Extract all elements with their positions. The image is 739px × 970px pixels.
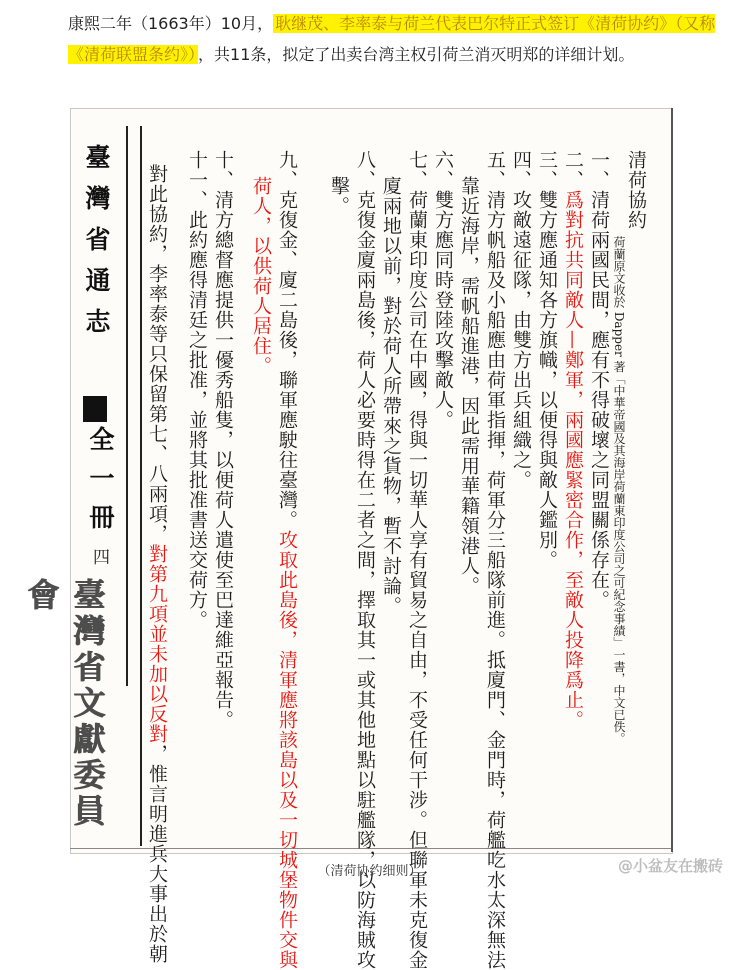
- watermark: @小盆友在搬砖: [617, 857, 723, 875]
- article-2-prefix: 二、: [562, 150, 584, 190]
- margin-black-block: [83, 396, 107, 422]
- article-11: [186, 150, 208, 630]
- closing-note: [146, 164, 168, 964]
- article-1: [588, 150, 610, 610]
- bleed-through-text: 臺灣省文獻委員會: [22, 578, 106, 830]
- article-8a: [354, 150, 376, 970]
- doc-title-note-text: 荷蘭原文收於 Dapper 著「中華帝國及其海岸荷蘭東印度公司之可紀念事績」一書，中文已佚。: [612, 236, 626, 745]
- article-10-text: 十、清方總督應提供一優秀船隻，以便荷人遣使至巴達維亞報告。: [212, 150, 234, 730]
- intro-part2: ，共11条，拟定了出卖台湾主权引荷兰消灭明郑的详细计划。: [198, 45, 635, 64]
- article-9b-red-text: 荷人，以供荷人居住。: [250, 176, 272, 376]
- article-9a-prefix: 九、克復金、廈二島後，聯軍應駛往臺灣。: [276, 150, 298, 530]
- doc-title: 清荷協約: [625, 150, 647, 230]
- book-title: 臺灣省通志: [82, 144, 111, 349]
- article-2: [562, 150, 584, 730]
- article-8b-text: 擊。: [328, 176, 350, 216]
- article-6-text: 六、雙方應同時登陸攻擊敵人。: [432, 150, 454, 430]
- article-3-text: 三、雙方應通知各方旗幟，以便得與敵人鑑別。: [536, 150, 558, 570]
- article-8a-text: 八、克復金廈兩島後，荷人必要時得在二者之間，擇取其一或其他地點以駐艦隊，以防海賊攻: [354, 150, 376, 970]
- book-volume: 全一冊: [86, 426, 115, 543]
- article-9a-red-text: 攻取此島後，清軍應將該島以及一切城堡物件交與: [276, 530, 298, 970]
- article-4-text: 四、攻敵遠征隊，由雙方出兵組織之。: [510, 150, 532, 490]
- page-number: 四: [89, 548, 109, 565]
- article-5a-text: 五、清方帆船及小船應由荷軍指揮，荷軍分三船隊前進。抵廈門、金門時，荷艦吃水太深無法: [484, 150, 506, 970]
- intro-part1: 康熙二年（1663年）10月，: [68, 14, 274, 33]
- doc-title-column: [625, 150, 647, 230]
- article-5a: [484, 150, 506, 970]
- article-7a: [406, 150, 428, 970]
- article-8b: [328, 176, 350, 216]
- article-9a: [276, 150, 298, 970]
- closing-note-prefix: 對此協約，李率泰等只保留第七、八兩項，: [146, 164, 168, 544]
- article-7b: [380, 176, 402, 616]
- article-5b-text: 靠近海岸，需帆船進港，因此需用華籍領港人。: [458, 176, 480, 596]
- article-3: [536, 150, 558, 570]
- article-4: [510, 150, 532, 490]
- doc-title-note: [612, 236, 626, 745]
- article-10: [212, 150, 234, 730]
- margin-rule-outer: [140, 126, 142, 846]
- margin-rule-inner: [126, 126, 128, 686]
- intro-paragraph: [68, 8, 718, 70]
- article-7a-text: 七、荷蘭東印度公司在中國，得與一切華人享有貿易之自由，不受任何干涉。但聯軍未克復金: [406, 150, 428, 970]
- intro-highlight: 耿继茂、李率泰与荷兰代表巴尔特正式签订《清荷协约》（又称《清荷联盟条约》）: [68, 14, 716, 64]
- article-11-text: 十一、此約應得清廷之批准，並將其批准書送交荷方。: [186, 150, 208, 630]
- article-2-red-text: 爲對抗共同敵人—鄭軍，兩國應緊密合作，至敵人投降爲止。: [562, 190, 584, 730]
- article-5b: [458, 176, 480, 596]
- article-7b-text: 廈兩地以前，對於荷人所帶來之貨物，暫不討論。: [380, 176, 402, 616]
- article-1-text: 一、清荷兩國民間，應有不得破壞之同盟關係存在。: [588, 150, 610, 610]
- article-6: [432, 150, 454, 430]
- closing-note-suffix: ，惟言明進兵大事出於朝: [146, 744, 168, 964]
- closing-note-red-text: 對第九項並未加以反對: [146, 544, 168, 744]
- article-9b: [250, 176, 272, 376]
- image-caption: （清荷协约细则）: [317, 864, 422, 879]
- page-edge: [671, 108, 673, 852]
